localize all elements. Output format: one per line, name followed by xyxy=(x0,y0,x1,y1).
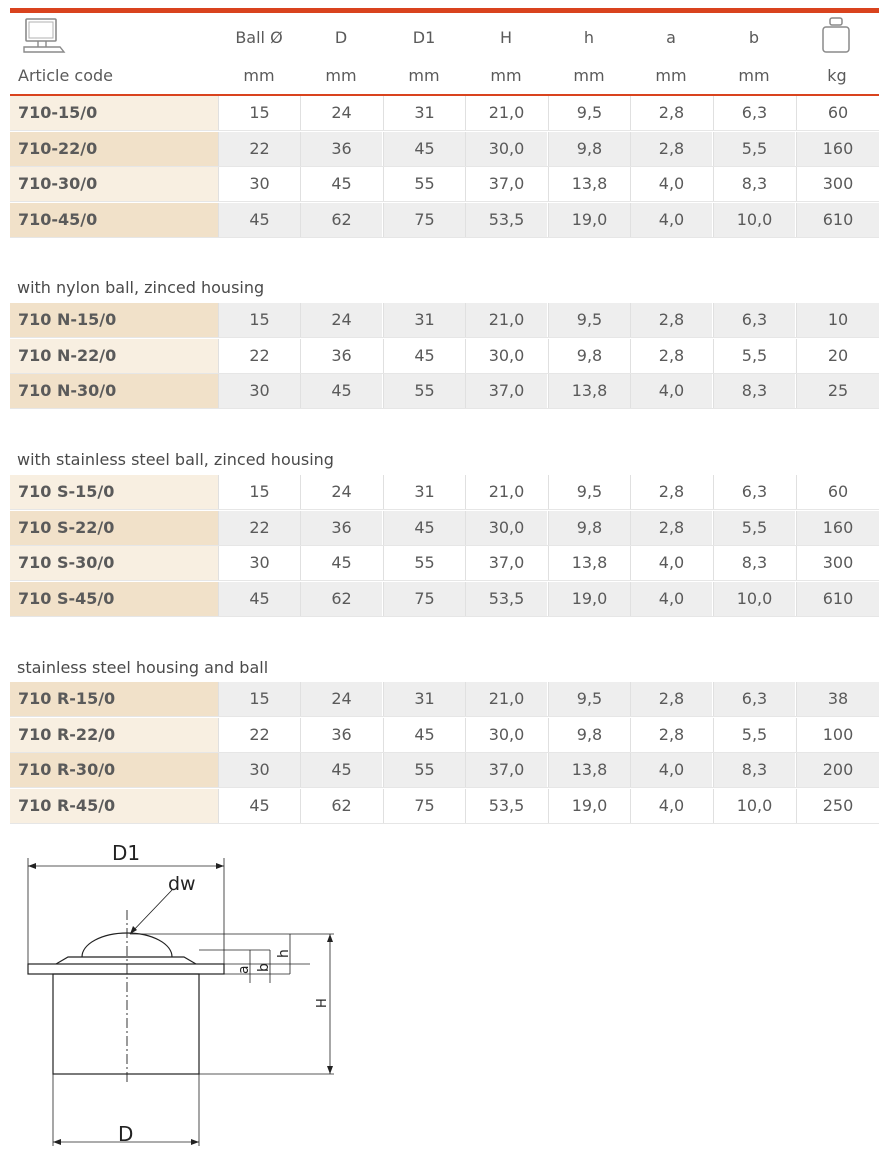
article-code-cell: 710 S-30/0 xyxy=(10,546,218,580)
col-d: D xyxy=(334,28,348,47)
value-cell: 30 xyxy=(218,167,300,201)
value-cell: 38 xyxy=(796,682,879,716)
value-cell: 9,5 xyxy=(548,96,630,130)
article-code-cell: 710 N-30/0 xyxy=(10,374,218,408)
value-cell: 22 xyxy=(218,511,300,545)
table-row xyxy=(10,203,879,238)
value-cell: 10 xyxy=(796,303,879,337)
table-row xyxy=(10,511,879,546)
table-row xyxy=(10,682,879,717)
unit-a: mm xyxy=(655,66,687,85)
value-cell: 21,0 xyxy=(465,682,547,716)
value-cell: 5,5 xyxy=(713,132,795,166)
unit-d: mm xyxy=(325,66,357,85)
value-cell: 37,0 xyxy=(465,546,547,580)
value-cell: 13,8 xyxy=(548,374,630,408)
value-cell: 53,5 xyxy=(465,582,547,616)
value-cell: 22 xyxy=(218,132,300,166)
table-row xyxy=(10,546,879,581)
value-cell: 10,0 xyxy=(713,789,795,823)
value-cell: 4,0 xyxy=(630,546,712,580)
value-cell: 55 xyxy=(383,374,465,408)
value-cell: 6,3 xyxy=(713,475,795,509)
table-row xyxy=(10,475,879,510)
value-cell: 9,8 xyxy=(548,339,630,373)
value-cell: 53,5 xyxy=(465,789,547,823)
label-a: a xyxy=(236,965,252,974)
value-cell: 8,3 xyxy=(713,546,795,580)
article-code-cell: 710 N-15/0 xyxy=(10,303,218,337)
value-cell: 55 xyxy=(383,546,465,580)
value-cell: 100 xyxy=(796,718,879,752)
value-cell: 5,5 xyxy=(713,339,795,373)
value-cell: 2,8 xyxy=(630,682,712,716)
value-cell: 31 xyxy=(383,475,465,509)
value-cell: 24 xyxy=(300,96,382,130)
value-cell: 30 xyxy=(218,753,300,787)
value-cell: 36 xyxy=(300,132,382,166)
unit-h-upper: mm xyxy=(490,66,522,85)
value-cell: 30,0 xyxy=(465,511,547,545)
value-cell: 21,0 xyxy=(465,96,547,130)
col-b: b xyxy=(748,28,760,47)
col-d1: D1 xyxy=(412,28,436,47)
value-cell: 55 xyxy=(383,167,465,201)
value-cell: 9,5 xyxy=(548,475,630,509)
value-cell: 45 xyxy=(218,203,300,237)
value-cell: 10,0 xyxy=(713,582,795,616)
article-code-cell: 710-45/0 xyxy=(10,203,218,237)
value-cell: 36 xyxy=(300,511,382,545)
value-cell: 22 xyxy=(218,339,300,373)
value-cell: 62 xyxy=(300,203,382,237)
value-cell: 5,5 xyxy=(713,718,795,752)
value-cell: 4,0 xyxy=(630,789,712,823)
value-cell: 4,0 xyxy=(630,582,712,616)
table-row xyxy=(10,96,879,131)
section-title-stainless-ball: with stainless steel ball, zinced housing xyxy=(17,450,334,469)
col-h-upper: H xyxy=(499,28,513,47)
value-cell: 6,3 xyxy=(713,682,795,716)
value-cell: 19,0 xyxy=(548,203,630,237)
article-code-cell: 710 R-22/0 xyxy=(10,718,218,752)
value-cell: 37,0 xyxy=(465,753,547,787)
value-cell: 55 xyxy=(383,753,465,787)
article-code-cell: 710 S-22/0 xyxy=(10,511,218,545)
value-cell: 4,0 xyxy=(630,753,712,787)
table-row xyxy=(10,582,879,617)
value-cell: 19,0 xyxy=(548,789,630,823)
label-d1: D1 xyxy=(112,841,141,865)
value-cell: 45 xyxy=(300,546,382,580)
value-cell: 8,3 xyxy=(713,374,795,408)
article-code-cell: 710 R-45/0 xyxy=(10,789,218,823)
table-row xyxy=(10,374,879,409)
unit-h-lower: mm xyxy=(573,66,605,85)
value-cell: 45 xyxy=(300,753,382,787)
value-cell: 45 xyxy=(383,339,465,373)
value-cell: 9,5 xyxy=(548,303,630,337)
article-code-cell: 710-30/0 xyxy=(10,167,218,201)
value-cell: 21,0 xyxy=(465,303,547,337)
table-row xyxy=(10,718,879,753)
value-cell: 300 xyxy=(796,546,879,580)
value-cell: 13,8 xyxy=(548,753,630,787)
value-cell: 75 xyxy=(383,203,465,237)
value-cell: 24 xyxy=(300,682,382,716)
value-cell: 75 xyxy=(383,582,465,616)
value-cell: 36 xyxy=(300,718,382,752)
label-dw: dw xyxy=(168,873,196,895)
article-code-cell: 710 R-15/0 xyxy=(10,682,218,716)
value-cell: 8,3 xyxy=(713,167,795,201)
label-b: b xyxy=(256,963,272,972)
value-cell: 45 xyxy=(300,374,382,408)
value-cell: 13,8 xyxy=(548,546,630,580)
article-code-cell: 710 R-30/0 xyxy=(10,753,218,787)
unit-load: kg xyxy=(827,66,847,85)
value-cell: 610 xyxy=(796,582,879,616)
value-cell: 45 xyxy=(218,582,300,616)
value-cell: 25 xyxy=(796,374,879,408)
value-cell: 15 xyxy=(218,96,300,130)
article-code-cell: 710-22/0 xyxy=(10,132,218,166)
value-cell: 45 xyxy=(383,718,465,752)
value-cell: 24 xyxy=(300,475,382,509)
value-cell: 5,5 xyxy=(713,511,795,545)
unit-d1: mm xyxy=(408,66,440,85)
value-cell: 62 xyxy=(300,582,382,616)
unit-b: mm xyxy=(738,66,770,85)
value-cell: 8,3 xyxy=(713,753,795,787)
table-row xyxy=(10,753,879,788)
value-cell: 6,3 xyxy=(713,96,795,130)
value-cell: 30 xyxy=(218,374,300,408)
value-cell: 37,0 xyxy=(465,167,547,201)
article-code-cell: 710 S-15/0 xyxy=(10,475,218,509)
col-h-lower: h xyxy=(583,28,595,47)
value-cell: 2,8 xyxy=(630,718,712,752)
value-cell: 2,8 xyxy=(630,339,712,373)
value-cell: 31 xyxy=(383,96,465,130)
value-cell: 45 xyxy=(383,511,465,545)
value-cell: 45 xyxy=(383,132,465,166)
value-cell: 62 xyxy=(300,789,382,823)
section-title-nylon: with nylon ball, zinced housing xyxy=(17,278,265,297)
table-row xyxy=(10,132,879,167)
value-cell: 20 xyxy=(796,339,879,373)
value-cell: 10,0 xyxy=(713,203,795,237)
value-cell: 2,8 xyxy=(630,475,712,509)
table-header xyxy=(10,13,879,95)
value-cell: 250 xyxy=(796,789,879,823)
value-cell: 200 xyxy=(796,753,879,787)
value-cell: 60 xyxy=(796,475,879,509)
technical-drawing xyxy=(20,838,350,1148)
value-cell: 31 xyxy=(383,303,465,337)
value-cell: 22 xyxy=(218,718,300,752)
value-cell: 2,8 xyxy=(630,96,712,130)
article-code-header: Article code xyxy=(18,66,113,85)
value-cell: 160 xyxy=(796,132,879,166)
value-cell: 2,8 xyxy=(630,511,712,545)
table-row xyxy=(10,339,879,374)
value-cell: 45 xyxy=(300,167,382,201)
table-row xyxy=(10,167,879,202)
value-cell: 2,8 xyxy=(630,132,712,166)
col-ball-diameter: Ball Ø xyxy=(235,28,283,47)
table-row xyxy=(10,303,879,338)
section-title-stainless-housing: stainless steel housing and ball xyxy=(17,658,269,677)
article-code-cell: 710-15/0 xyxy=(10,96,218,130)
value-cell: 30,0 xyxy=(465,718,547,752)
value-cell: 75 xyxy=(383,789,465,823)
value-cell: 30,0 xyxy=(465,339,547,373)
value-cell: 21,0 xyxy=(465,475,547,509)
value-cell: 53,5 xyxy=(465,203,547,237)
table-row xyxy=(10,789,879,824)
value-cell: 19,0 xyxy=(548,582,630,616)
value-cell: 15 xyxy=(218,475,300,509)
drawing-flange xyxy=(28,964,224,974)
article-code-cell: 710 S-45/0 xyxy=(10,582,218,616)
value-cell: 160 xyxy=(796,511,879,545)
label-h-lower: h xyxy=(276,949,292,958)
value-cell: 4,0 xyxy=(630,374,712,408)
col-a: a xyxy=(666,28,676,47)
value-cell: 4,0 xyxy=(630,167,712,201)
value-cell: 610 xyxy=(796,203,879,237)
value-cell: 300 xyxy=(796,167,879,201)
value-cell: 9,8 xyxy=(548,132,630,166)
value-cell: 24 xyxy=(300,303,382,337)
value-cell: 9,8 xyxy=(548,718,630,752)
value-cell: 6,3 xyxy=(713,303,795,337)
unit-ball-diameter: mm xyxy=(243,66,275,85)
value-cell: 4,0 xyxy=(630,203,712,237)
monitor-icon xyxy=(22,17,66,55)
label-d: D xyxy=(118,1122,134,1146)
value-cell: 9,8 xyxy=(548,511,630,545)
value-cell: 2,8 xyxy=(630,303,712,337)
value-cell: 37,0 xyxy=(465,374,547,408)
value-cell: 9,5 xyxy=(548,682,630,716)
value-cell: 31 xyxy=(383,682,465,716)
value-cell: 15 xyxy=(218,303,300,337)
value-cell: 30 xyxy=(218,546,300,580)
drawing-housing xyxy=(53,974,199,1074)
value-cell: 36 xyxy=(300,339,382,373)
value-cell: 45 xyxy=(218,789,300,823)
value-cell: 30,0 xyxy=(465,132,547,166)
label-h-upper: H xyxy=(315,998,330,1008)
article-code-cell: 710 N-22/0 xyxy=(10,339,218,373)
value-cell: 13,8 xyxy=(548,167,630,201)
weight-icon xyxy=(821,16,851,54)
value-cell: 15 xyxy=(218,682,300,716)
value-cell: 60 xyxy=(796,96,879,130)
